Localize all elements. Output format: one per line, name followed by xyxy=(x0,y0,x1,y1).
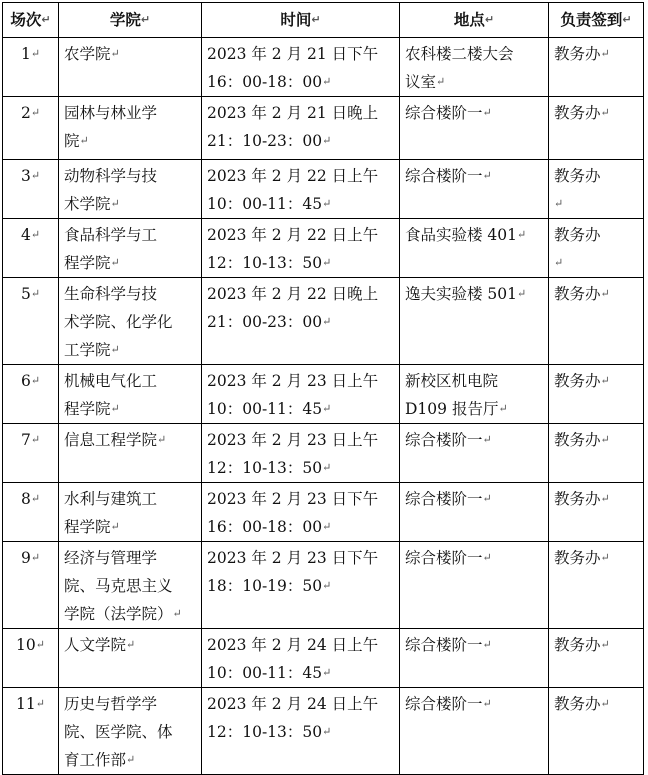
cell-text-line: 12：10-13：50↵ xyxy=(207,254,332,272)
paragraph-mark: ↵ xyxy=(79,134,89,147)
paragraph-mark: ↵ xyxy=(482,492,492,505)
cell-text-line: 9↵ xyxy=(20,549,41,567)
college-cell xyxy=(59,219,202,278)
cell-text-line: 2023 年 2 月 23 日下午 xyxy=(207,549,379,567)
session-cell xyxy=(3,97,59,160)
sign-cell xyxy=(549,542,644,629)
cell-text-line: 教务办↵ xyxy=(554,490,610,508)
paragraph-mark: ↵ xyxy=(322,520,332,533)
time-cell xyxy=(202,629,400,688)
session-cell xyxy=(3,688,59,775)
paragraph-mark: ↵ xyxy=(517,228,527,241)
cell-text-line: 教务办↵ xyxy=(554,285,610,303)
header-row xyxy=(3,3,644,38)
header-place: 地点↵ xyxy=(400,3,549,38)
sign-cell xyxy=(549,365,644,424)
paragraph-mark: ↵ xyxy=(554,197,564,210)
cell-text-line: 历史与哲学学 xyxy=(64,695,158,713)
cell-text-line: 术学院↵ xyxy=(64,195,120,213)
cell-text-line: 教务办 xyxy=(554,226,601,244)
cell-text-line: 综合楼阶一↵ xyxy=(405,104,492,122)
table-row xyxy=(3,278,644,365)
college-cell xyxy=(59,424,202,483)
place-cell xyxy=(400,424,549,483)
cell-text-line: 2023 年 2 月 22 日晚上 xyxy=(207,285,379,303)
cell-text-line: 1↵ xyxy=(20,45,41,63)
table-row xyxy=(3,160,644,219)
cell-text-line: 2023 年 2 月 22 日上午 xyxy=(207,226,379,244)
table-row xyxy=(3,365,644,424)
sign-cell xyxy=(549,160,644,219)
paragraph-mark: ↵ xyxy=(30,228,41,241)
table-row xyxy=(3,424,644,483)
paragraph-mark: ↵ xyxy=(322,134,332,147)
cell-text-line: 教务办↵ xyxy=(554,431,610,449)
paragraph-mark: ↵ xyxy=(30,374,41,387)
cell-text-line: 逸夫实验楼 501↵ xyxy=(405,285,527,303)
table-row xyxy=(3,219,644,278)
paragraph-mark: ↵ xyxy=(35,638,45,651)
cell-text-line: 育工作部↵ xyxy=(64,751,136,769)
cell-text-line: 综合楼阶一↵ xyxy=(405,695,492,713)
cell-text-line: 16：00-18：00↵ xyxy=(207,518,332,536)
place-cell xyxy=(400,38,549,97)
paragraph-mark: ↵ xyxy=(322,402,332,415)
cell-text-line: 机械电气化工 xyxy=(64,372,158,390)
cell-text-line: 动物科学与技 xyxy=(64,167,158,185)
paragraph-mark: ↵ xyxy=(322,725,332,738)
time-cell xyxy=(202,219,400,278)
paragraph-mark: ↵ xyxy=(30,106,41,119)
cell-text-line: 18：10-19：50↵ xyxy=(207,577,332,595)
paragraph-mark: ↵ xyxy=(498,402,508,415)
paragraph-mark: ↵ xyxy=(30,492,41,505)
paragraph-mark: ↵ xyxy=(322,256,332,269)
college-cell xyxy=(59,97,202,160)
cell-text-line: 21：00-23：00↵ xyxy=(207,313,332,331)
cell-text-line: 综合楼阶一↵ xyxy=(405,431,492,449)
time-cell xyxy=(202,160,400,219)
place-cell xyxy=(400,688,549,775)
cell-text-line: 教务办↵ xyxy=(554,636,610,654)
paragraph-mark: ↵ xyxy=(600,697,610,710)
paragraph-mark: ↵ xyxy=(172,607,182,620)
cell-text-line: 农学院↵ xyxy=(64,45,120,63)
paragraph-mark: ↵ xyxy=(482,697,492,710)
paragraph-mark: ↵ xyxy=(322,461,332,474)
header-time: 时间↵ xyxy=(202,3,400,38)
paragraph-mark: ↵ xyxy=(110,197,120,210)
session-cell xyxy=(3,365,59,424)
cell-text-line: 2023 年 2 月 21 日下午 xyxy=(207,45,379,63)
sign-cell xyxy=(549,38,644,97)
cell-text-line: 11↵ xyxy=(16,695,45,713)
cell-text-line: 教务办↵ xyxy=(554,372,610,390)
sign-cell xyxy=(549,483,644,542)
college-cell xyxy=(59,688,202,775)
paragraph-mark: ↵ xyxy=(482,433,492,446)
cell-text-line: 综合楼阶一↵ xyxy=(405,549,492,567)
cell-text-line: 4↵ xyxy=(20,226,41,244)
paragraph-mark: ↵ xyxy=(30,47,41,60)
paragraph-mark: ↵ xyxy=(600,551,610,564)
cell-text-line: 综合楼阶一↵ xyxy=(405,490,492,508)
sign-cell xyxy=(549,688,644,775)
cell-text-line: 食品实验楼 401↵ xyxy=(405,226,527,244)
cell-text-line: 2↵ xyxy=(20,104,41,122)
schedule-table xyxy=(2,2,644,775)
cell-text-line: 2023 年 2 月 24 日上午 xyxy=(207,636,379,654)
place-cell xyxy=(400,629,549,688)
cell-text-line: 经济与管理学 xyxy=(64,549,158,567)
time-cell xyxy=(202,38,400,97)
cell-text-line: 10：00-11：45↵ xyxy=(207,195,332,213)
paragraph-mark: ↵ xyxy=(600,638,610,651)
paragraph-mark: ↵ xyxy=(30,551,41,564)
cell-text-line: 16：00-18：00↵ xyxy=(207,73,332,91)
cell-text-line: 程学院↵ xyxy=(64,518,120,536)
paragraph-mark: ↵ xyxy=(436,75,446,88)
paragraph-mark: ↵ xyxy=(600,287,610,300)
session-cell xyxy=(3,629,59,688)
cell-text-line: 术学院、化学化 xyxy=(64,313,173,331)
cell-text-line: 信息工程学院↵ xyxy=(64,431,167,449)
paragraph-mark: ↵ xyxy=(554,256,564,269)
table-row xyxy=(3,38,644,97)
time-cell xyxy=(202,365,400,424)
session-cell xyxy=(3,483,59,542)
session-cell xyxy=(3,278,59,365)
paragraph-mark: ↵ xyxy=(482,106,492,119)
college-cell xyxy=(59,483,202,542)
paragraph-mark: ↵ xyxy=(322,579,332,592)
header-session: 场次↵ xyxy=(3,3,59,38)
paragraph-mark: ↵ xyxy=(482,638,492,651)
paragraph-mark: ↵ xyxy=(126,753,136,766)
cell-text-line: 新校区机电院 xyxy=(405,372,499,390)
paragraph-mark: ↵ xyxy=(110,343,120,356)
cell-text-line: 3↵ xyxy=(20,167,41,185)
paragraph-mark: ↵ xyxy=(600,433,610,446)
sign-cell xyxy=(549,97,644,160)
college-cell xyxy=(59,38,202,97)
paragraph-mark: ↵ xyxy=(110,47,120,60)
cell-text-line: 人文学院↵ xyxy=(64,636,136,654)
session-cell xyxy=(3,160,59,219)
sign-cell xyxy=(549,424,644,483)
cell-text-line: 10↵ xyxy=(16,636,45,654)
cell-text-line: 院、医学院、体 xyxy=(64,723,173,741)
cell-text-line: 教务办↵ xyxy=(554,695,610,713)
cell-text-line: 12：10-13：50↵ xyxy=(207,723,332,741)
paragraph-mark: ↵ xyxy=(322,197,332,210)
cell-text-line: 2023 年 2 月 23 日上午 xyxy=(207,431,379,449)
sign-cell xyxy=(549,278,644,365)
table-row xyxy=(3,629,644,688)
table-row xyxy=(3,483,644,542)
cell-text-line: 6↵ xyxy=(20,372,41,390)
session-cell xyxy=(3,542,59,629)
paragraph-mark: ↵ xyxy=(110,256,120,269)
time-cell xyxy=(202,688,400,775)
cell-text-line: 食品科学与工 xyxy=(64,226,158,244)
paragraph-mark: ↵ xyxy=(600,47,610,60)
cell-text-line: 院、马克思主义 xyxy=(64,577,173,595)
cell-text-line: 农科楼二楼大会 xyxy=(405,45,514,63)
cell-text-line: 8↵ xyxy=(20,490,41,508)
place-cell xyxy=(400,542,549,629)
time-cell xyxy=(202,483,400,542)
paragraph-mark: ↵ xyxy=(600,492,610,505)
cell-text-line xyxy=(554,249,639,277)
cell-text-line: 5↵ xyxy=(20,285,41,303)
cell-text-line: 程学院↵ xyxy=(64,254,120,272)
cell-text-line: 议室↵ xyxy=(405,73,446,91)
cell-text-line: 7↵ xyxy=(20,431,41,449)
college-cell xyxy=(59,160,202,219)
cell-text-line: 2023 年 2 月 24 日上午 xyxy=(207,695,379,713)
cell-text-line: 10：00-11：45↵ xyxy=(207,664,332,682)
time-cell xyxy=(202,278,400,365)
cell-text-line: 园林与林业学 xyxy=(64,104,158,122)
cell-text-line: 12：10-13：50↵ xyxy=(207,459,332,477)
cell-text-line: 教务办↵ xyxy=(554,45,610,63)
table-row xyxy=(3,97,644,160)
header-sign: 负责签到↵ xyxy=(549,3,644,38)
place-cell xyxy=(400,483,549,542)
paragraph-mark: ↵ xyxy=(110,520,120,533)
paragraph-mark: ↵ xyxy=(517,287,527,300)
session-cell xyxy=(3,219,59,278)
college-cell xyxy=(59,542,202,629)
table-row xyxy=(3,688,644,775)
cell-text-line: 2023 年 2 月 23 日下午 xyxy=(207,490,379,508)
table-row xyxy=(3,542,644,629)
place-cell xyxy=(400,278,549,365)
cell-text-line: 2023 年 2 月 21 日晚上 xyxy=(207,104,379,122)
college-cell xyxy=(59,278,202,365)
place-cell xyxy=(400,160,549,219)
cell-text-line: 2023 年 2 月 22 日上午 xyxy=(207,167,379,185)
cell-text-line: 10：00-11：45↵ xyxy=(207,400,332,418)
header-college: 学院↵ xyxy=(59,3,202,38)
sign-cell xyxy=(549,219,644,278)
cell-text-line: 综合楼阶一↵ xyxy=(405,636,492,654)
place-cell xyxy=(400,219,549,278)
time-cell xyxy=(202,424,400,483)
place-cell xyxy=(400,97,549,160)
cell-text-line: 教务办↵ xyxy=(554,104,610,122)
cell-text-line: 学院（法学院）↵ xyxy=(64,605,182,623)
cell-text-line: 水利与建筑工 xyxy=(64,490,158,508)
time-cell xyxy=(202,97,400,160)
paragraph-mark: ↵ xyxy=(110,402,120,415)
sign-cell xyxy=(549,629,644,688)
paragraph-mark: ↵ xyxy=(482,551,492,564)
paragraph-mark: ↵ xyxy=(600,106,610,119)
cell-text-line: 教务办 xyxy=(554,167,601,185)
time-cell xyxy=(202,542,400,629)
college-cell xyxy=(59,629,202,688)
cell-text-line: 2023 年 2 月 23 日上午 xyxy=(207,372,379,390)
paragraph-mark: ↵ xyxy=(322,315,332,328)
paragraph-mark: ↵ xyxy=(600,374,610,387)
place-cell xyxy=(400,365,549,424)
cell-text-line: 21：10-23：00↵ xyxy=(207,132,332,150)
paragraph-mark: ↵ xyxy=(322,666,332,679)
paragraph-mark: ↵ xyxy=(482,169,492,182)
cell-text-line: 生命科学与技 xyxy=(64,285,158,303)
paragraph-mark: ↵ xyxy=(322,75,332,88)
cell-text-line: 综合楼阶一↵ xyxy=(405,167,492,185)
cell-text-line: 教务办↵ xyxy=(554,549,610,567)
paragraph-mark: ↵ xyxy=(35,697,45,710)
paragraph-mark: ↵ xyxy=(30,433,41,446)
cell-text-line: 院↵ xyxy=(64,132,89,150)
cell-text-line: 程学院↵ xyxy=(64,400,120,418)
paragraph-mark: ↵ xyxy=(30,287,41,300)
college-cell xyxy=(59,365,202,424)
paragraph-mark: ↵ xyxy=(30,169,41,182)
paragraph-mark: ↵ xyxy=(126,638,136,651)
session-cell xyxy=(3,424,59,483)
cell-text-line: 工学院↵ xyxy=(64,341,120,359)
session-cell xyxy=(3,38,59,97)
cell-text-line: D109 报告厅↵ xyxy=(405,400,508,418)
paragraph-mark: ↵ xyxy=(157,433,167,446)
cell-text-line xyxy=(554,190,639,218)
